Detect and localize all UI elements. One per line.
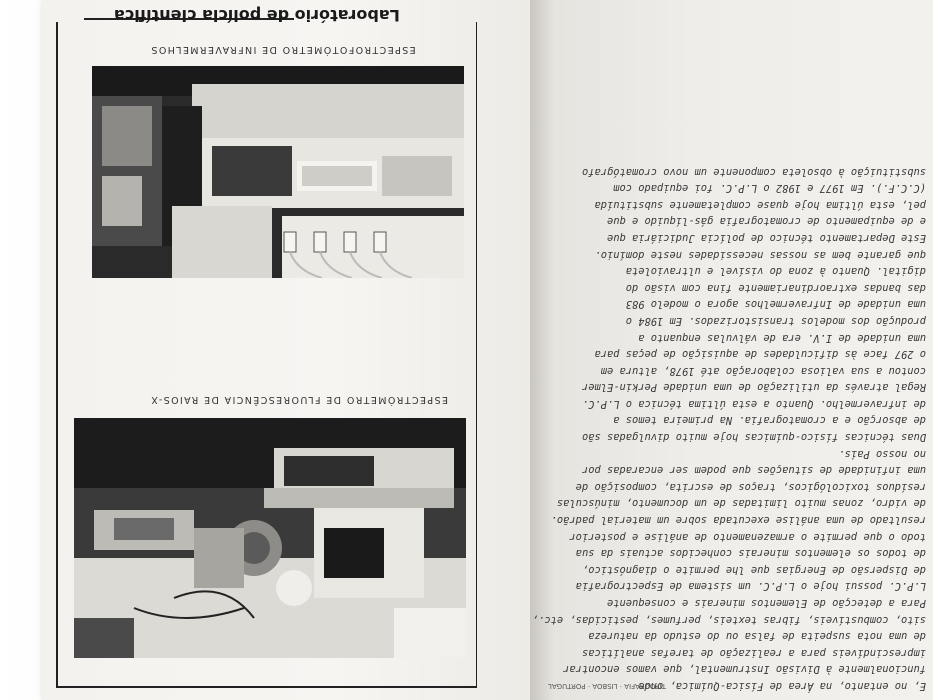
text-line: produção dos modelos transistorizados. Em 1984 o (625, 314, 926, 327)
text-line: resultado de uma análise executada sobre um material padrão. (550, 514, 926, 527)
text-line: E, no entanto, na Área de Física-Química, onde (638, 680, 926, 692)
photo-infrared-drawing (92, 66, 464, 278)
text-line: que garante bem as nossas necessidades neste domínio. (594, 248, 926, 261)
page-header (84, 4, 484, 32)
text-line: uma unidade de I.V. era de válvulas enquanto a (638, 331, 926, 344)
publisher-footer: TIPOGRAFIA · LISBOA · PORTUGAL (548, 682, 666, 690)
caption-xray-fluorescence-spectrometer: ESPECTRÓMETRO DE FLUORESCÊNCIA DE RAIOS-X (150, 394, 448, 405)
text-line: de vidro, zonas muito limitadas de um documento, minúsculas (556, 497, 926, 510)
caption-infrared-spectrophotometer: ESPECTROFOTÓMETRO DE INFRAVERMELHOS (150, 44, 416, 55)
text-line: e de equipamento de cromatografia gás-líquido e que (606, 215, 926, 228)
text-line: contou a sua valiosa colaboração até 1978, altura em (600, 364, 926, 377)
text-line: pel, esta última hoje quase completamente substituída (594, 198, 926, 211)
text-line: de todos os elementos minerais conhecidos actuais da sua (575, 547, 926, 560)
text-line: substituição à obsoleta componente um novo cromatógrafo (581, 165, 926, 178)
text-line: L.P.C. possui hoje o L.P.C. um sistema de Espectrografia (575, 580, 926, 593)
text-line: todo o que permite o armazenamento de análise e posterior (569, 530, 926, 543)
photo-infrared-spectrophotometer (92, 66, 464, 278)
text-line: de infravermelho. Quanto a esta última técnica o L.P.C. (581, 397, 926, 410)
body-text (531, 4, 926, 694)
text-line: imprescindíveis para a realização de tarefas analíticas (581, 646, 926, 659)
text-line: o 297 face às dificuldades de aquisição de peças para (594, 348, 926, 361)
text-line: de uma nota suspeita de falsa ou do estudo da natureza (588, 630, 926, 643)
photo-xray-drawing (74, 418, 466, 658)
text-line: funcionalmente à Divisão Instrumental, que vamos encontrar (563, 663, 926, 676)
right-page (530, 0, 933, 700)
text-line: Duas técnicas físico-químicas hoje muito divulgadas são (581, 431, 926, 444)
text-line: uma infinidade de situações que podem ser encaradas por (581, 464, 926, 477)
text-line: das bandas extraordinariamente fina com visão do (625, 281, 926, 294)
text-line: digital. Quanto à zona do visível e ultravioleta (625, 265, 926, 278)
text-line: resíduos toxicológicos, traços de escrita, composição de (575, 480, 926, 493)
text-line: Para a detecção de Elementos minerais e consequente (606, 597, 926, 610)
photo-xray-fluorescence-spectrometer (74, 418, 466, 658)
text-line: Este Departamento técnico de polícia Judiciária que (606, 231, 926, 244)
text-line: de absorção e a cromatografia. Na primeira temos a (613, 414, 926, 427)
text-line: (C.C.F.). Em 1977 e 1982 o L.P.C. foi equipado com (613, 182, 926, 195)
text-line: uma unidade de Infravermelhos agora o modelo 983 (625, 298, 926, 311)
text-line: no nosso País. (838, 447, 926, 460)
page-title: Laboratório de polícia científica (114, 6, 400, 25)
text-line: de Dispersão de Energias que lhe permite o diagnóstico, (581, 563, 926, 576)
text-line: sito, combustíveis, fibras texteis, perfumes, pesticidas, etc., (531, 613, 926, 626)
text-line: Regal através da utilização de uma unidade Perkin-Elmer (581, 381, 926, 394)
